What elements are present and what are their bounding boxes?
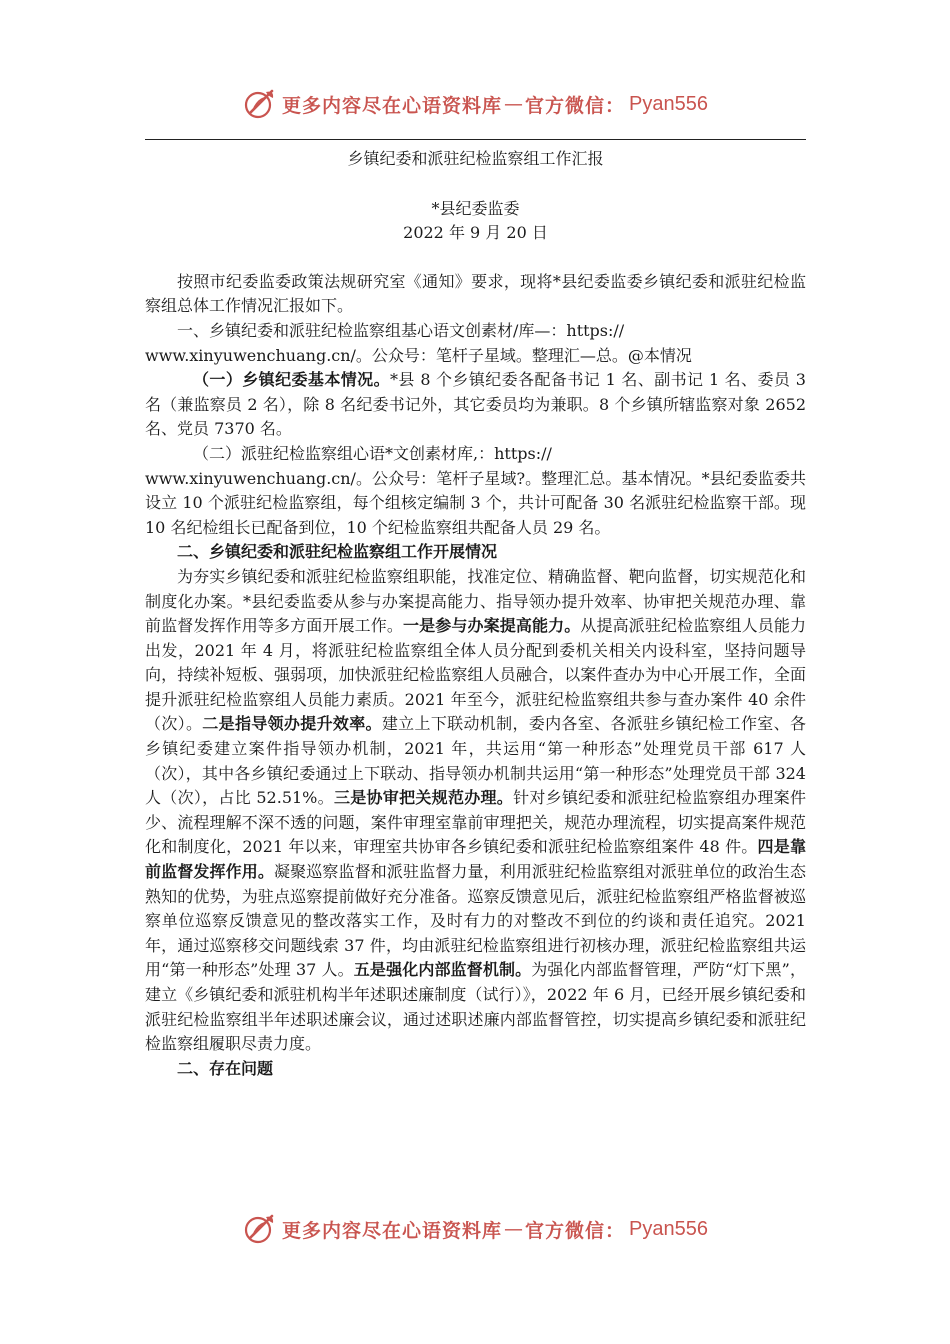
point-2-heading: 二是指导领办提升效率。	[202, 714, 382, 734]
subheading-township: （一）乡镇纪委基本情况。	[193, 370, 390, 390]
footer-banner-separator: —	[504, 1218, 524, 1240]
header-banner	[0, 82, 950, 126]
paragraph-dispatched-body: www.xinyuwenchuang.cn/。公众号：笔杆子星域?。整理汇总。基本情况。*县纪委监委共设立 10 个派驻纪检监察组，每个组核定编制 3 个，共计可配备 30 名派驻纪检监察干部。现 10 名纪检组长已配备到位，10 个纪检监察组共配备人员 29 名。	[145, 468, 806, 537]
paragraph-work-intro: 为夯实乡镇纪委和派驻纪检监察组职能，找准定位、精确监督、靶向监督，切实规范化和制度化办案。*县纪委监委从参与办案提高能力、指导领办提升效率、协审把关规范办理、靠前监督发挥作用等多方面开展工作。	[145, 566, 806, 636]
paragraph-township	[145, 368, 806, 442]
document-date: 2022 年 9 月 20 日	[403, 223, 548, 243]
point-1-heading: 一是参与办案提高能力。	[402, 616, 581, 636]
section-heading-2-text: 二、乡镇纪委和派驻纪检监察组工作开展情况	[177, 542, 498, 562]
subheading-dispatched: （二）派驻纪检监察组心语*文创素材库,：https://	[193, 443, 552, 463]
banner-wechat-id: Pyan556	[629, 92, 708, 115]
point-1-body: 从提高派驻纪检监察组人员能力出发，2021 年 4 月，将派驻纪检监察组全体人员分配到委机关相关内设科室，坚持问题导向，持续补短板、强弱项，加快派驻纪检监察组人员融合，以案件查办为中心开展工作，全面提升派驻纪检监察组人员能力素质。2021 年至今，派驻纪检监察组共参与查办案件 40 余件（次）。	[145, 616, 806, 734]
banner-separator: —	[504, 93, 524, 115]
point-2-body: 建立上下联动机制，委内各室、各派驻乡镇纪检工作室、各乡镇纪委建立案件指导领办机制，2021 年，共运用“第一种形态”处理党员干部 617 人（次），其中各乡镇纪委通过上下联动、指导领办机制共运用“第一种形态”处理党员干部 324 人（次），占比 52.51%。	[145, 714, 806, 808]
section-heading-1	[145, 319, 806, 344]
document-body	[145, 145, 806, 1081]
quill-logo-icon	[242, 86, 278, 122]
point-4-heading: 四是靠前监督发挥作用。	[145, 837, 806, 882]
banner-wechat-label: 官方微信：	[525, 94, 626, 117]
footer-banner-wechat-id: Pyan556	[629, 1217, 708, 1240]
quill-logo-icon	[242, 1211, 278, 1247]
footer-banner-text: 更多内容尽在心语资料库	[282, 1219, 503, 1242]
footer-banner	[0, 1207, 950, 1251]
paragraph-intro: 按照市纪委监委政策法规研究室《通知》要求，现将*县纪委监委乡镇纪委和派驻纪检监察组总体工作情况汇报如下。	[145, 271, 806, 316]
header-rule	[145, 139, 806, 140]
document-title: 乡镇纪委和派驻纪检监察组工作汇报	[347, 149, 604, 168]
section-heading-2	[145, 540, 806, 565]
paragraph-work	[145, 565, 806, 1057]
document-content	[145, 270, 806, 1082]
point-3-heading: 三是协审把关规范办理。	[333, 788, 514, 808]
section-heading-1-text: 一、乡镇纪委和派驻纪检监察组基心语文创素材/库—：https://	[177, 320, 625, 340]
section-heading-3	[145, 1057, 806, 1082]
section-heading-1-cont: www.xinyuwenchuang.cn/。公众号：笔杆子星域。整理汇—总。@本情况	[145, 345, 692, 365]
document-org: *县纪委监委	[431, 198, 520, 218]
point-3-body: 针对乡镇纪委和派驻纪检监察组办理案件少、流程理解不深不透的问题，案件审理室靠前审理把关，规范办理流程，切实提高案件规范化和制度化，2021 年以来，审理室共协审各乡镇纪委和派驻纪检监察组案件 48 件。	[145, 788, 806, 857]
footer-banner-wechat-label: 官方微信：	[525, 1219, 626, 1242]
section-heading-3-text: 二、存在问题	[177, 1058, 274, 1078]
point-5-heading: 五是强化内部监督机制。	[353, 960, 532, 980]
point-5-body: 为强化内部监督管理，严防“灯下黑”，建立《乡镇纪委和派驻机构半年述职述廉制度（试行）》，2022 年 6 月，已经开展乡镇纪委和派驻纪检监察组半年述职述廉会议，通过述职述廉内部监督管控，切实提高乡镇纪委和派驻纪检监察组履职尽责力度。	[145, 960, 806, 1054]
banner-text: 更多内容尽在心语资料库	[282, 94, 503, 117]
paragraph-township-body: *县 8 个乡镇纪委各配备书记 1 名、副书记 1 名、委员 3 名（兼监察员 2 名），除 8 名纪委书记外，其它委员均为兼职。8 个乡镇所辖监察对象 2652 名、党员 7370 名。	[145, 370, 806, 439]
point-4-body: 凝聚巡察监督和派驻监督力量，利用派驻纪检监察组对派驻单位的政治生态熟知的优势，为驻点巡察提前做好充分准备。巡察反馈意见后，派驻纪检监察组严格监督被巡察单位巡察反馈意见的整改落实工作，及时有力的对整改不到位的约谈和责任追究。2021 年，通过巡察移交问题线索 37 件，均由派驻纪检监察组进行初核办理，派驻纪检监察组共运用“第一种形态”处理 37 人。	[145, 862, 806, 980]
